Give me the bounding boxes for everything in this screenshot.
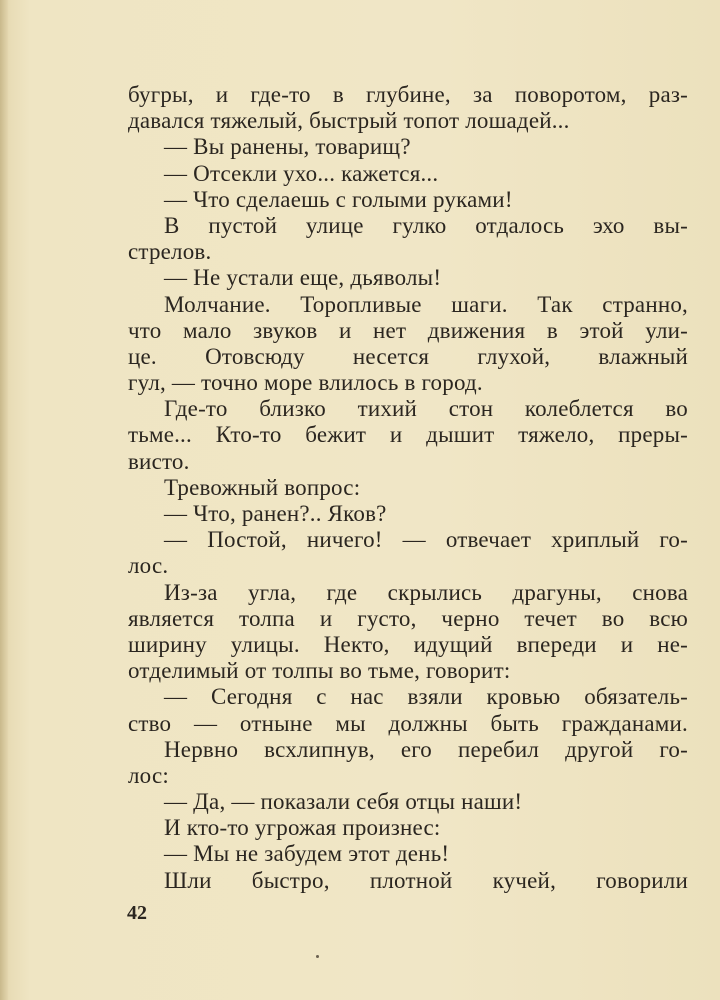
- text-line: висто.: [128, 448, 190, 474]
- text-line: В пустой улице гулко отдалось эхо вы-: [164, 212, 688, 238]
- text-line: — Что сделаешь с голыми руками!: [164, 186, 513, 212]
- text-line: что мало звуков и нет движения в этой ули-: [128, 317, 688, 343]
- text-line: отделимый от толпы во тьме, говорит:: [128, 658, 511, 684]
- text-line: — Отсекли ухо... кажется...: [164, 160, 439, 186]
- text-line: Где-то близко тихий стон колеблется во: [164, 396, 688, 422]
- text-line: — Мы не забудем этот день!: [164, 841, 450, 867]
- text-line: тьме... Кто-то бежит и дышит тяжело, преры-: [128, 422, 688, 448]
- text-line: — Постой, ничего! — отвечает хриплый го-: [164, 527, 688, 553]
- text-line: лос.: [128, 553, 169, 579]
- text-line: лос:: [128, 762, 169, 788]
- body-text: [128, 82, 688, 894]
- text-line: И кто-то угрожая произнес:: [164, 815, 441, 841]
- text-line: Нервно всхлипнув, его перебил другой го-: [164, 736, 688, 762]
- text-line: бугры, и где-то в глубине, за поворотом, раз-: [128, 82, 688, 107]
- text-line: Молчание. Торопливые шаги. Так странно,: [164, 291, 688, 317]
- text-line: — Да, — показали себя отцы наши!: [164, 789, 523, 815]
- text-line: Из-за угла, где скрылись драгуны, снова: [164, 579, 688, 605]
- text-line: — Сегодня с нас взяли кровью обязатель-: [164, 684, 688, 710]
- text-line: является толпа и густо, черно течет во всю: [128, 605, 688, 631]
- text-line: ство — отныне мы должны быть гражданами.: [128, 710, 688, 736]
- page-number: 42: [127, 902, 147, 924]
- text-line: Тревожный вопрос:: [164, 474, 361, 500]
- page-edge: [0, 0, 8, 1000]
- print-speck: [316, 955, 319, 958]
- text-line: ширину улицы. Некто, идущий впереди и не-: [128, 631, 688, 657]
- text-line: — Что, ранен?.. Яков?: [164, 501, 387, 526]
- text-line: гул, — точно море влилось в город.: [128, 370, 483, 396]
- text-line: — Вы ранены, товарищ?: [164, 134, 411, 160]
- text-line: Шли быстро, плотной кучей, говорили: [164, 867, 688, 893]
- text-line: стрелов.: [128, 239, 212, 265]
- text-line: — Не устали еще, дьяволы!: [164, 265, 442, 291]
- text-line: давался тяжелый, быстрый топот лошадей...: [128, 108, 570, 134]
- text-line: це. Отовсюду несется глухой, влажный: [128, 343, 688, 369]
